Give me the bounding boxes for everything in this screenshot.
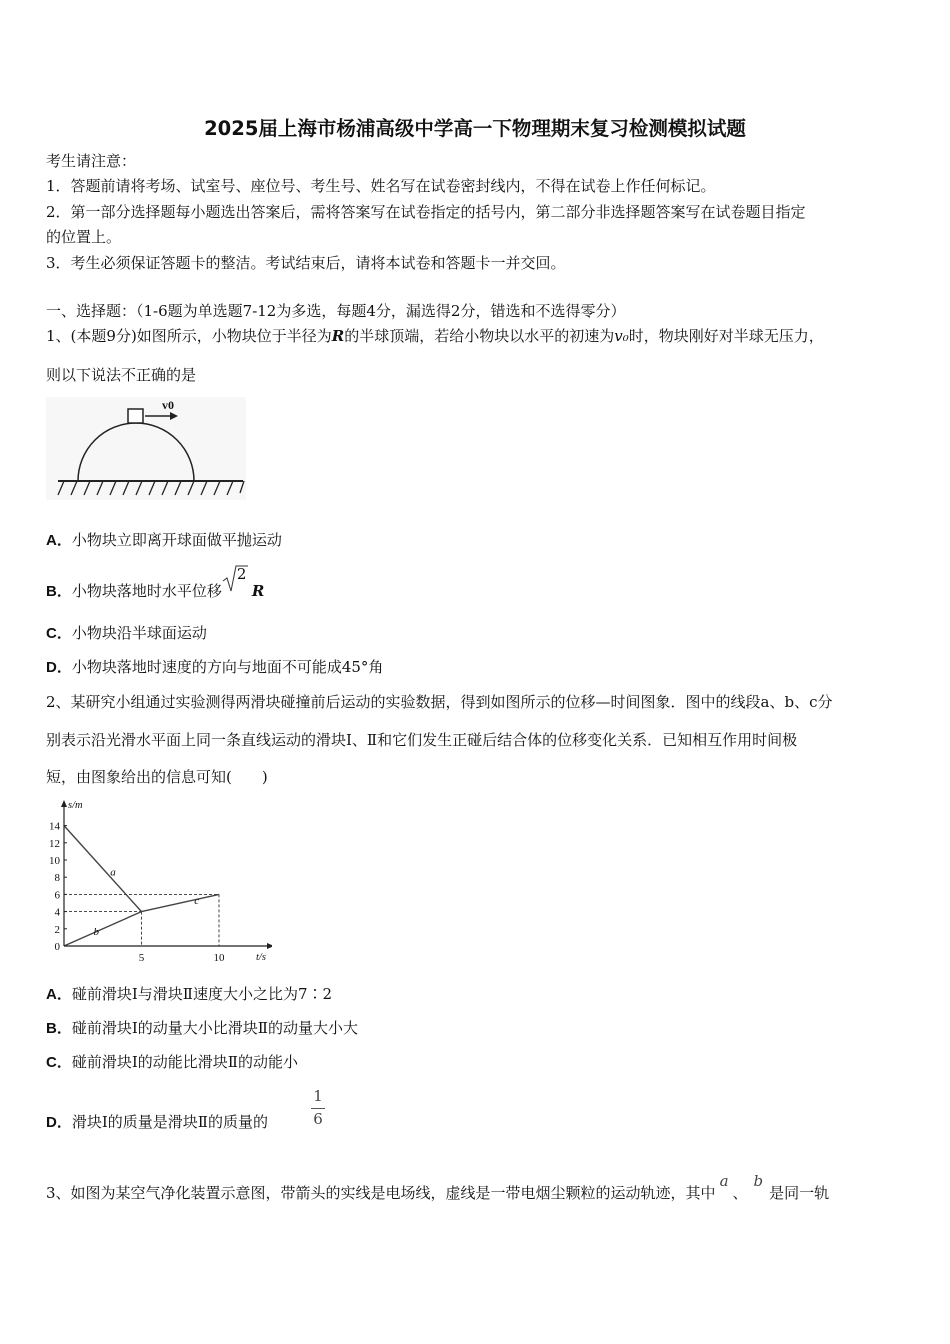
q1-stem-line2: 则以下说法不正确的是 xyxy=(46,366,197,384)
q1-option-c[interactable] xyxy=(46,623,207,644)
q3-stem-line1 xyxy=(46,1172,830,1203)
q1-stem-part3: 时，物块刚好对半球无压力， xyxy=(628,327,824,345)
series-b-label: b xyxy=(93,925,99,938)
q1-hemisphere-figure xyxy=(46,397,246,500)
q1-stem-part2: 的半球顶端，若给小物块以水平的初速为 xyxy=(344,327,615,345)
series-c-line xyxy=(142,894,220,911)
q1-option-a[interactable] xyxy=(46,530,282,551)
option-label: B． xyxy=(46,1020,72,1037)
q1-radius-symbol: R xyxy=(331,327,345,345)
fraction-numerator: 1 xyxy=(313,1087,323,1105)
chart-axes xyxy=(61,800,272,963)
option-text: 小物块沿半球面运动 xyxy=(71,624,207,642)
q1-option-d[interactable] xyxy=(46,657,383,678)
x-axis-arrow xyxy=(267,943,272,949)
q2-stem-line1: 2、某研究小组通过实验测得两滑块碰撞前后运动的实验数据，得到如图所示的位移—时间图象．图中的线段a、b、c分 xyxy=(46,693,833,711)
option-text: 小物块立即离开球面做平抛运动 xyxy=(71,531,282,549)
series-a-label: a xyxy=(110,866,116,879)
q1-stem-part1: 1、(本题9分)如图所示，小物块位于半径为 xyxy=(46,327,332,345)
page-title: 2025届上海市杨浦高级中学高一下物理期末复习检测模拟试题 xyxy=(204,117,746,140)
y-tick-label-2: 2 xyxy=(54,923,60,936)
fraction-denominator: 6 xyxy=(313,1110,323,1128)
option-text: 碰前滑块Ⅰ与滑块Ⅱ速度大小之比为7∶2 xyxy=(71,985,333,1003)
block xyxy=(128,409,143,423)
option-label: A． xyxy=(46,986,72,1003)
series-a-line xyxy=(64,826,142,912)
radius-symbol: R xyxy=(251,582,265,600)
option-text: 小物块落地时速度的方向与地面不可能成45°角 xyxy=(71,658,384,676)
option-text: 碰前滑块Ⅰ的动能比滑块Ⅱ的动能小 xyxy=(71,1053,298,1071)
option-label: B． xyxy=(46,583,72,600)
q1-option-b[interactable] xyxy=(46,565,265,602)
option-label: C． xyxy=(46,1054,72,1071)
q3-stem-part1: 3、如图为某空气净化装置示意图，带箭头的实线是电场线，虚线是一带电烟尘颗粒的运动轨迹，其中 xyxy=(46,1184,716,1202)
fraction xyxy=(308,1086,328,1129)
chart-ticks xyxy=(49,821,225,964)
y-axis-label: s/m xyxy=(68,800,83,811)
q2-option-b[interactable] xyxy=(46,1018,358,1039)
sqrt-expression xyxy=(222,565,248,596)
velocity-label: v0 xyxy=(162,398,174,412)
notice-heading: 考生请注意： xyxy=(46,152,137,170)
notice-item-3: 3．考生必须保证答题卡的整洁。考试结束后，请将本试卷和答题卡一并交回。 xyxy=(46,254,566,272)
y-tick-label-8: 8 xyxy=(54,872,60,885)
y-tick-label-12: 12 xyxy=(49,837,60,850)
series-b-line xyxy=(64,912,142,946)
notice-item-1: 1．答题前请将考场、试室号、座位号、考生号、姓名写在试卷密封线内，不得在试卷上作任何标记。 xyxy=(46,177,716,195)
notice-item-2: 2．第一部分选择题每小题选出答案后，需将答案写在试卷指定的括号内，第二部分非选择题答案写在试卷题目指定 xyxy=(46,203,806,221)
x-tick-label-10: 10 xyxy=(213,952,225,964)
option-label: D． xyxy=(46,659,72,676)
q2-stem-line3: 短，由图象给出的信息可知( ) xyxy=(46,768,268,786)
y-tick-label-14: 14 xyxy=(49,820,60,833)
y-tick-label-10: 10 xyxy=(49,855,60,867)
series-c-label: c xyxy=(194,894,200,907)
x-tick-label-5: 5 xyxy=(138,952,145,964)
option-label: C． xyxy=(46,625,72,642)
option-label: D． xyxy=(46,1114,72,1131)
y-axis-arrow xyxy=(61,800,67,807)
y-tick-label-4: 4 xyxy=(54,906,60,919)
q3-point-a: a xyxy=(719,1172,729,1190)
option-text: 小物块落地时水平位移 xyxy=(71,582,222,600)
option-text: 碰前滑块Ⅰ的动量大小比滑块Ⅱ的动量大小大 xyxy=(71,1019,358,1037)
x-axis-label: t/s xyxy=(256,952,266,963)
q2-option-a[interactable] xyxy=(46,984,332,1005)
q3-separator: 、 xyxy=(732,1184,748,1202)
notice-item-2-cont: 的位置上。 xyxy=(46,228,122,246)
q2-displacement-time-chart xyxy=(42,796,272,966)
option-text: 滑块Ⅰ的质量是滑块Ⅱ的质量的 xyxy=(71,1113,268,1131)
q3-point-b: b xyxy=(753,1172,764,1190)
option-label: A． xyxy=(46,532,72,549)
q2-option-c[interactable] xyxy=(46,1052,298,1073)
q2-stem-line2: 别表示沿光滑水平面上同一条直线运动的滑块Ⅰ、Ⅱ和它们发生正碰后结合体的位移变化关系．已知相互作用时间极 xyxy=(46,731,798,749)
q1-stem-line1 xyxy=(46,326,824,346)
q2-option-d[interactable] xyxy=(46,1112,268,1133)
q1-velocity-symbol: v₀ xyxy=(614,327,629,345)
y-tick-label-6: 6 xyxy=(54,889,60,902)
y-tick-label-0: 0 xyxy=(54,941,60,953)
sqrt-radicand: 2 xyxy=(236,565,247,583)
q3-stem-part2: 是同一轨 xyxy=(769,1184,830,1202)
section-heading: 一、选择题：（1-6题为单选题7-12为多选，每题4分，漏选得2分，错选和不选得零分） xyxy=(46,302,626,320)
